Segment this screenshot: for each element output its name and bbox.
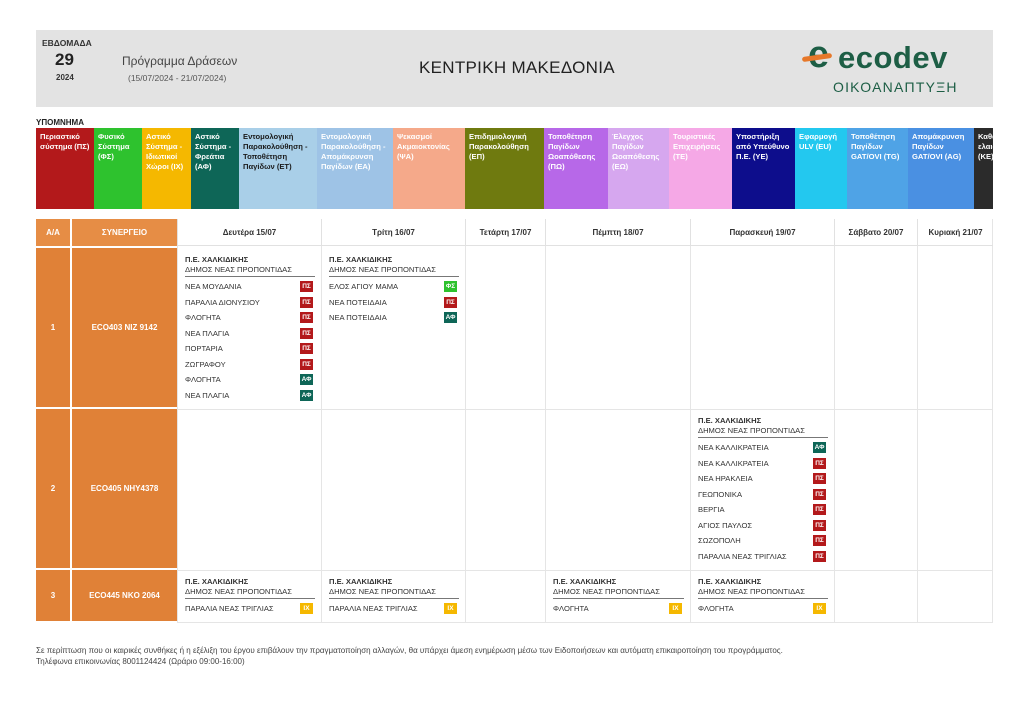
logo-subtitle: ΟΙΚΟΑΝΑΠΤΥΞΗ <box>833 79 958 95</box>
activity-badge: ΠΣ <box>813 551 826 562</box>
ecodev-logo <box>808 36 988 100</box>
schedule-block <box>329 577 459 618</box>
location-name: ΝΕΑ ΚΑΛΛΙΚΡΑΤΕΙΑ <box>698 458 769 468</box>
row-divider <box>177 570 993 571</box>
program-dates: (15/07/2024 - 21/07/2024) <box>128 73 227 83</box>
location-entry <box>698 488 828 504</box>
row-number: 2 <box>36 409 70 570</box>
legend-item: Επιδημιολογική Παρακολούθηση (ΕΠ) <box>465 128 544 209</box>
location-entry <box>329 311 459 327</box>
activity-badge: ΙΧ <box>813 603 826 614</box>
footer <box>36 645 996 667</box>
location-entry <box>185 602 315 618</box>
column-divider <box>545 246 546 623</box>
schedule-block <box>185 577 315 618</box>
activity-badge: ΙΧ <box>444 603 457 614</box>
block-region: Π.Ε. ΧΑΛΚΙΔΙΚΗΣ <box>185 577 249 586</box>
legend-item: Τουριστικές Επιχειρήσεις (ΤΕ) <box>669 128 732 209</box>
location-entry <box>698 503 828 519</box>
footer-notice: Σε περίπτωση που οι καιρικές συνθήκες ή η εξέλιξη του έργου επιβάλουν την πραγματοποίηση αλλαγών, θα υπάρχει άμεση ενημέρωση μέσω των Ειδοποιήσεων και αυτόματη επικαιροποίηση του προγράμματος. <box>36 646 783 655</box>
column-divider <box>834 246 835 623</box>
block-region: Π.Ε. ΧΑΛΚΙΔΙΚΗΣ <box>185 255 249 264</box>
location-entry <box>185 342 315 358</box>
location-name: ΖΩΓΡΑΦΟΥ <box>185 359 226 369</box>
activity-badge: ΠΣ <box>300 328 313 339</box>
legend-item: Αστικό Σύστημα - Φρεάτια (ΑΦ) <box>191 128 239 209</box>
location-entry <box>185 296 315 312</box>
header-day: Τρίτη 16/07 <box>321 219 465 246</box>
block-region: Π.Ε. ΧΑΛΚΙΔΙΚΗΣ <box>553 577 617 586</box>
location-name: ΠΑΡΑΛΙΑ ΝΕΑΣ ΤΡΙΓΛΙΑΣ <box>329 604 418 613</box>
location-name: ΠΑΡΑΛΙΑ ΝΕΑΣ ΤΡΙΓΛΙΑΣ <box>698 551 787 561</box>
header-day: Παρασκευή 19/07 <box>690 219 834 246</box>
legend <box>36 128 1028 209</box>
location-entry <box>698 602 828 618</box>
block-region: Π.Ε. ΧΑΛΚΙΔΙΚΗΣ <box>329 577 393 586</box>
location-entry <box>698 534 828 550</box>
location-name: ΓΕΩΠΟΝΙΚΑ <box>698 489 743 499</box>
column-divider <box>690 246 691 623</box>
location-name: ΦΛΟΓΗΤΑ <box>698 604 734 613</box>
block-municipality: ΔΗΜΟΣ ΝΕΑΣ ΠΡΟΠΟΝΤΙΔΑΣ <box>329 587 459 599</box>
location-name: ΠΑΡΑΛΙΑ ΔΙΟΝΥΣΙΟΥ <box>185 297 260 307</box>
block-municipality: ΔΗΜΟΣ ΝΕΑΣ ΠΡΟΠΟΝΤΙΔΑΣ <box>698 587 828 599</box>
legend-item: Υποστήριξη από Υπεύθυνο Π.Ε. (ΥΕ) <box>732 128 795 209</box>
schedule-block <box>329 255 459 327</box>
week-year: 2024 <box>56 73 74 82</box>
location-entry <box>185 389 315 405</box>
footer-contact: Τηλέφωνα επικοινωνίας 8001124424 (Ωράριο 09:00-16:00) <box>36 657 245 666</box>
activity-badge: ΠΣ <box>813 535 826 546</box>
column-divider <box>465 246 466 623</box>
block-region: Π.Ε. ΧΑΛΚΙΔΙΚΗΣ <box>329 255 393 264</box>
activity-badge: ΠΣ <box>300 343 313 354</box>
location-name: ΑΓΙΟΣ ΠΑΥΛΟΣ <box>698 520 753 530</box>
activity-badge: ΠΣ <box>813 458 826 469</box>
location-entry <box>329 280 459 296</box>
row-number: 3 <box>36 570 70 623</box>
location-name: ΦΛΟΓΗΤΑ <box>553 604 589 613</box>
legend-item: Τοποθέτηση Παγίδων GAT/OVI (TG) <box>847 128 908 209</box>
legend-item: Φυσικό Σύστημα (ΦΣ) <box>94 128 142 209</box>
block-municipality: ΔΗΜΟΣ ΝΕΑΣ ΠΡΟΠΟΝΤΙΔΑΣ <box>185 265 315 277</box>
location-entry <box>698 472 828 488</box>
location-name: ΒΕΡΓΙΑ <box>698 505 725 514</box>
week-number: 29 <box>55 50 74 69</box>
column-divider <box>177 246 178 623</box>
activity-badge: ΠΣ <box>300 359 313 370</box>
activity-badge: ΑΦ <box>301 376 312 383</box>
location-entry <box>185 373 315 389</box>
page-header <box>36 30 993 107</box>
location-name: ΠΟΡΤΑΡΙΑ <box>185 344 223 353</box>
block-region: Π.Ε. ΧΑΛΚΙΔΙΚΗΣ <box>698 416 762 425</box>
location-entry <box>698 441 828 457</box>
location-entry <box>329 296 459 312</box>
activity-badge: ΦΣ <box>445 283 456 290</box>
block-region: Π.Ε. ΧΑΛΚΙΔΙΚΗΣ <box>698 577 762 586</box>
region-title: ΚΕΝΤΡΙΚΗ ΜΑΚΕΔΟΝΙΑ <box>419 58 615 77</box>
activity-badge: ΑΦ <box>814 444 825 451</box>
location-name: ΝΕΑ ΠΟΤΕΙΔΑΙΑ <box>329 297 387 307</box>
location-name: ΕΛΟΣ ΑΓΙΟΥ ΜΑΜΑ <box>329 282 399 291</box>
activity-badge: ΙΧ <box>300 603 313 614</box>
row-divider <box>177 409 993 410</box>
location-name: ΝΕΑ ΚΑΛΛΙΚΡΑΤΕΙΑ <box>698 443 769 452</box>
location-entry <box>185 280 315 296</box>
vehicle-cell: ECO405 NHY4378 <box>72 409 177 570</box>
header-day: Πέμπτη 18/07 <box>545 219 690 246</box>
location-entry <box>698 457 828 473</box>
activity-badge: ΠΣ <box>813 473 826 484</box>
column-divider <box>917 246 918 623</box>
location-name: ΦΛΟΓΗΤΑ <box>185 375 221 384</box>
vehicle-cell: ECO445 NKO 2064 <box>72 570 177 623</box>
legend-item: Ψεκασμοί Ακμαιοκτονίας (ΨΑ) <box>393 128 465 209</box>
location-entry <box>185 311 315 327</box>
block-municipality: ΔΗΜΟΣ ΝΕΑΣ ΠΡΟΠΟΝΤΙΔΑΣ <box>329 265 459 277</box>
week-label: ΕΒΔΟΜΑΔΑ <box>42 38 92 48</box>
vehicle-cell: ECO403 NIZ 9142 <box>72 248 177 409</box>
header-day: Τετάρτη 17/07 <box>465 219 545 246</box>
legend-title: ΥΠΟΜΝΗΜΑ <box>36 118 84 127</box>
legend-item: Απομάκρυνση Παγίδων GAT/OVI (AG) <box>908 128 974 209</box>
block-municipality: ΔΗΜΟΣ ΝΕΑΣ ΠΡΟΠΟΝΤΙΔΑΣ <box>185 587 315 599</box>
location-name: ΦΛΟΓΗΤΑ <box>185 313 221 322</box>
row-number: 1 <box>36 248 70 409</box>
activity-badge: ΠΣ <box>300 312 313 323</box>
activity-badge: ΠΣ <box>300 281 313 292</box>
location-entry <box>185 327 315 343</box>
location-name: ΠΑΡΑΛΙΑ ΝΕΑΣ ΤΡΙΓΛΙΑΣ <box>185 604 274 613</box>
column-divider <box>321 246 322 623</box>
row-divider <box>177 622 993 623</box>
location-entry <box>329 602 459 618</box>
location-entry <box>698 519 828 535</box>
location-entry <box>553 602 684 618</box>
program-title: Πρόγραμμα Δράσεων <box>122 54 238 68</box>
legend-item: Εφαρμογή ULV (EU) <box>795 128 847 209</box>
schedule-block <box>698 416 828 565</box>
block-municipality: ΔΗΜΟΣ ΝΕΑΣ ΠΡΟΠΟΝΤΙΔΑΣ <box>698 426 828 438</box>
location-name: ΝΕΑ ΜΟΥΔΑΝΙΑ <box>185 282 242 291</box>
schedule-block <box>698 577 828 618</box>
activity-badge: ΠΣ <box>813 520 826 531</box>
header-day: Δευτέρα 15/07 <box>177 219 321 246</box>
schedule-block <box>553 577 684 618</box>
activity-badge: ΑΦ <box>445 314 456 321</box>
activity-badge: ΙΧ <box>669 603 682 614</box>
location-entry <box>698 550 828 566</box>
location-entry <box>185 358 315 374</box>
schedule-block <box>185 255 315 404</box>
block-municipality: ΔΗΜΟΣ ΝΕΑΣ ΠΡΟΠΟΝΤΙΔΑΣ <box>553 587 684 599</box>
legend-item: Αστικό Σύστημα - Ιδιωτικοί Χώροι (ΙΧ) <box>142 128 191 209</box>
legend-item: Εντομολογική Παρακολούθηση - Τοποθέτηση Παγίδων (ΕΤ) <box>239 128 317 209</box>
schedule-table <box>36 219 993 623</box>
header-day: Κυριακή 21/07 <box>917 219 993 246</box>
activity-badge: ΠΣ <box>300 297 313 308</box>
legend-item: Έλεγχος Παγίδων Ωοαπόθεσης (ΕΩ) <box>608 128 669 209</box>
location-name: ΣΩΖΟΠΟΛΗ <box>698 536 741 545</box>
legend-item: Περιαστικό σύστημα (ΠΣ) <box>36 128 94 209</box>
location-name: ΝΕΑ ΠΛΑΓΙΑ <box>185 328 230 338</box>
activity-badge: ΑΦ <box>301 391 312 399</box>
header-aa: Α/Α <box>36 219 70 246</box>
location-name: ΝΕΑ ΠΛΑΓΙΑ <box>185 390 230 400</box>
legend-item: Εντομολογική Παρακολούθηση - Απομάκρυνση Παγίδων (ΕΑ) <box>317 128 393 209</box>
header-day: Σάββατο 20/07 <box>834 219 917 246</box>
activity-badge: ΠΣ <box>813 504 826 515</box>
legend-item: Καθαρισμός ελαιοτριβείων (ΚΕ) <box>974 128 993 209</box>
header-vehicle: ΣΥΝΕΡΓΕΙΟ <box>72 219 177 246</box>
location-name: ΝΕΑ ΠΟΤΕΙΔΑΙΑ <box>329 313 387 322</box>
activity-badge: ΠΣ <box>813 489 826 500</box>
location-name: ΝΕΑ ΗΡΑΚΛΕΙΑ <box>698 474 753 483</box>
logo-brand: ecodev <box>838 40 948 75</box>
legend-item: Τοποθέτηση Παγίδων Ωοαπόθεσης (ΠΩ) <box>544 128 608 209</box>
activity-badge: ΠΣ <box>444 297 457 308</box>
